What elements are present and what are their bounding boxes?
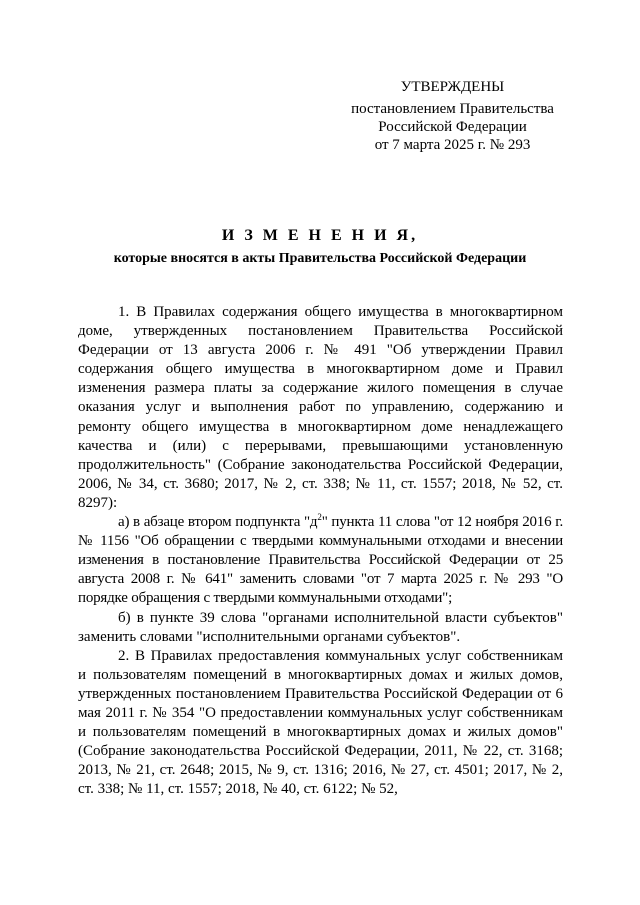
paragraph-1a bbox=[78, 513, 563, 608]
document-title: И З М Е Н Е Н И Я, bbox=[221, 227, 419, 244]
document-body bbox=[78, 303, 563, 799]
superscript-2: 2 bbox=[317, 512, 322, 523]
paragraph-1: 1. В Правилах содержания общего имущества в многоквартирном доме, утвержденных постановлением Правительства Российской Федерации от 13 августа 2006 г. № 491 "Об утверждении Правил содержания общего имущества в многоквартирном доме и Правил изменения размера платы за содержание жилого помещения в случае оказания услуг и выполнения работ по управлению, содержанию и ремонту общего имущества в многоквартирном доме ненадлежащего качества и (или) с перерывами, превышающими установленную продолжительность" (Собрание законодательства Российской Федерации, 2006, № 34, ст. 3680; 2017, № 2, ст. 338; № 11, ст. 1557; 2018, № 52, ст. 8297): bbox=[78, 304, 563, 511]
approval-heading: УТВЕРЖДЕНЫ bbox=[400, 79, 505, 95]
approval-line-2: Российской Федерации bbox=[378, 119, 527, 135]
paragraph-1a-rest: " пункта 11 слова "от 12 ноября 2016 г. № 1156 "Об обращении с твердыми коммунальными отходами и внесении изменения в постановление Правительства Российской Федерации от 25 августа 2008 г. № 641" заменить словами "от 7 марта 2025 г. № 293 "О порядке обращения с твердыми коммунальными отходами"; bbox=[78, 514, 564, 607]
paragraph-2: 2. В Правилах предоставления коммунальных услуг собственникам и пользователям помещений в многоквартирных домах и жилых домов, утвержденных постановлением Правительства Российской Федерации от 6 мая 2011 г. № 354 "О предоставлении коммунальных услуг собственникам и пользователям помещений в многоквартирных домах и жилых домов" (Собрание законодательства Российской Федерации, 2011, № 22, ст. 3168; 2013, № 21, ст. 2648; 2015, № 9, ст. 1316; 2016, № 27, ст. 4501; 2017, № 2, ст. 338; № 11, ст. 1557; 2018, № 40, ст. 6122; № 52, bbox=[78, 647, 563, 798]
approval-line-3: от 7 марта 2025 г. № 293 bbox=[374, 137, 531, 153]
approval-block bbox=[330, 78, 575, 154]
paragraph-1b: б) в пункте 39 слова "органами исполнительной власти субъектов" заменить словами "исполнительными органами субъектов". bbox=[78, 609, 563, 645]
approval-line-1: постановлением Правительства bbox=[351, 101, 554, 117]
paragraph-1a-start: а) в абзаце втором подпункта "д bbox=[118, 514, 318, 531]
document-subtitle: которые вносятся в акты Правительства Российской Федерации bbox=[113, 251, 527, 266]
